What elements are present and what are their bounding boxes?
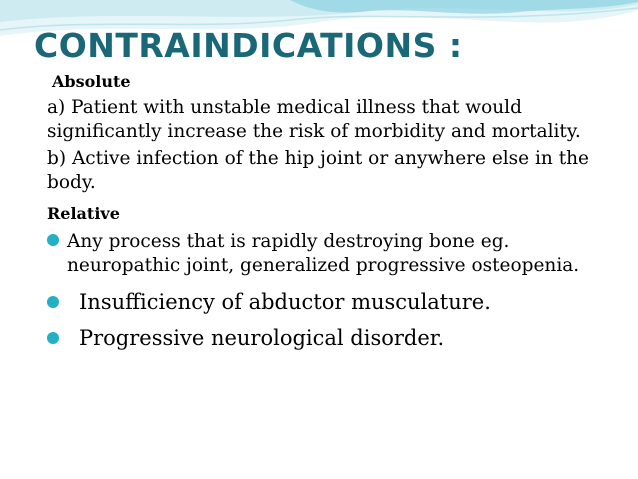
- relative-item-text: Any process that is rapidly destroying bone eg. neuropathic joint, generalized progressive osteopenia.: [67, 231, 580, 276]
- absolute-heading: Absolute: [52, 72, 131, 91]
- absolute-item-a: a) Patient with unstable medical illness that would significantly increase the risk of morbidity and mortality.: [47, 97, 581, 142]
- bullet-icon: [47, 234, 59, 246]
- bullet-icon: [47, 332, 59, 344]
- absolute-item-b: b) Active infection of the hip joint or anywhere else in the body.: [47, 148, 590, 193]
- relative-item-text: Progressive neurological disorder.: [79, 326, 445, 350]
- bullet-icon: [47, 296, 59, 308]
- relative-item-text: Insufficiency of abductor musculature.: [79, 290, 491, 314]
- slide-content: [47, 72, 622, 350]
- relative-heading: Relative: [47, 204, 120, 223]
- relative-item: [47, 326, 622, 350]
- relative-item: [47, 230, 622, 278]
- relative-item: [47, 290, 622, 314]
- slide-title: CONTRAINDICATIONS :: [34, 26, 463, 65]
